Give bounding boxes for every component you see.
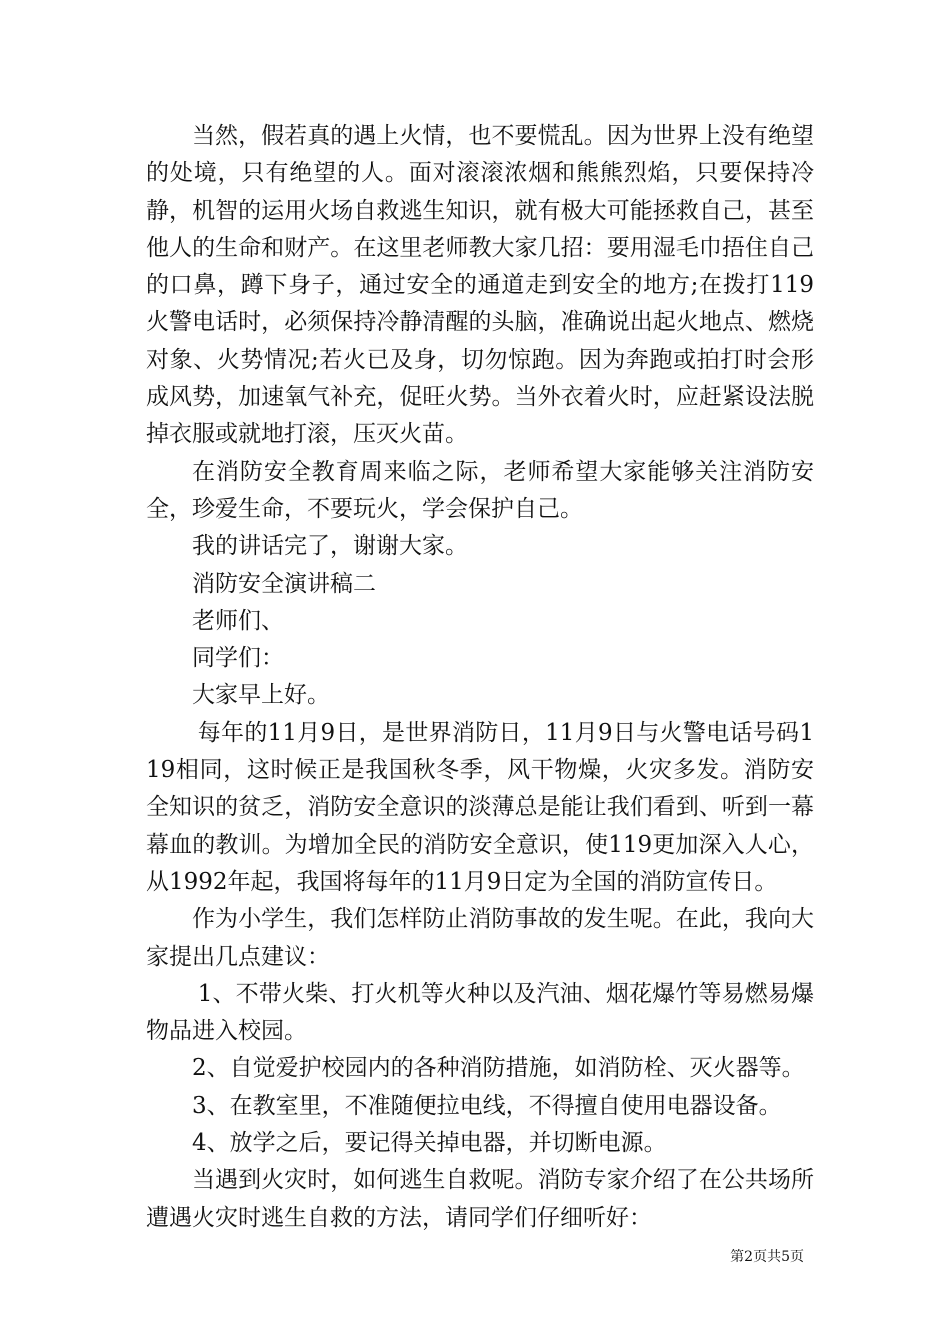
suggestion-item-1: 1、不带火柴、打火机等火种以及汽油、烟花爆竹等易燃易爆物品进入校园。 [146,980,814,1045]
paragraph-suggestions-intro: 作为小学生，我们怎样防止消防事故的发生呢。在此，我向大家提出几点建议： [146,906,814,970]
paragraph-safety-week: 在消防安全教育周来临之际，老师希望大家能够关注消防安全，珍爱生命，不要玩火，学会保护自己。 [146,458,814,522]
paragraph-fire-escape-tips: 当然，假若真的遇上火情，也不要慌乱。因为世界上没有绝望的处境，只有绝望的人。面对滚滚浓烟和熊熊烈焰，只要保持冷静，机智的运用火场自救逃生知识，就有极大可能拯救自己，甚至他人的生命和财产。在这里老师教大家几招：要用湿毛巾捂住自己的口鼻，蹲下身子，通过安全的通道走到安全的地方;在拨打119火警电话时，必须保持冷静清醒的头脑，准确说出起火地点、燃烧对象、火势情况;若火已及身，切勿惊跑。因为奔跑或拍打时会形成风势，加速氧气补充，促旺火势。当外衣着火时，应赶紧设法脱掉衣服或就地打滚，压灭火苗。 [146,123,814,448]
paragraph-closing-thanks: 我的讲话完了，谢谢大家。 [192,533,468,560]
suggestion-item-4: 4、放学之后，要记得关掉电器，并切断电源。 [192,1130,667,1157]
greeting-teachers: 老师们、 [192,607,284,634]
suggestion-item-3: 3、在教室里，不准随便拉电线，不得擅自使用电器设备。 [192,1092,782,1119]
speech-two-title: 消防安全演讲稿二 [192,570,376,597]
greeting-students: 同学们： [192,645,284,672]
page-number: 第2页共5页 [730,1249,804,1265]
paragraph-escape-intro: 当遇到火灾时，如何逃生自救呢。消防专家介绍了在公共场所遭遇火灾时逃生自救的方法，请同学们仔细听好： [146,1167,814,1231]
greeting-morning: 大家早上好。 [192,682,330,709]
paragraph-fire-day: 每年的11月9日，是世界消防日，11月9日与火警电话号码119相同，这时候正是我国秋冬季，风干物燥，火灾多发。消防安全知识的贫乏，消防安全意识的淡薄总是能让我们看到、听到一幕幕血的教训。为增加全民的消防安全意识，使119更加深入人心，从1992年起，我国将每年的11月9日定为全国的消防宣传日。 [146,719,814,895]
suggestion-item-2: 2、自觉爱护校园内的各种消防措施，如消防栓、灭火器等。 [192,1055,805,1082]
document-body [146,118,814,1237]
